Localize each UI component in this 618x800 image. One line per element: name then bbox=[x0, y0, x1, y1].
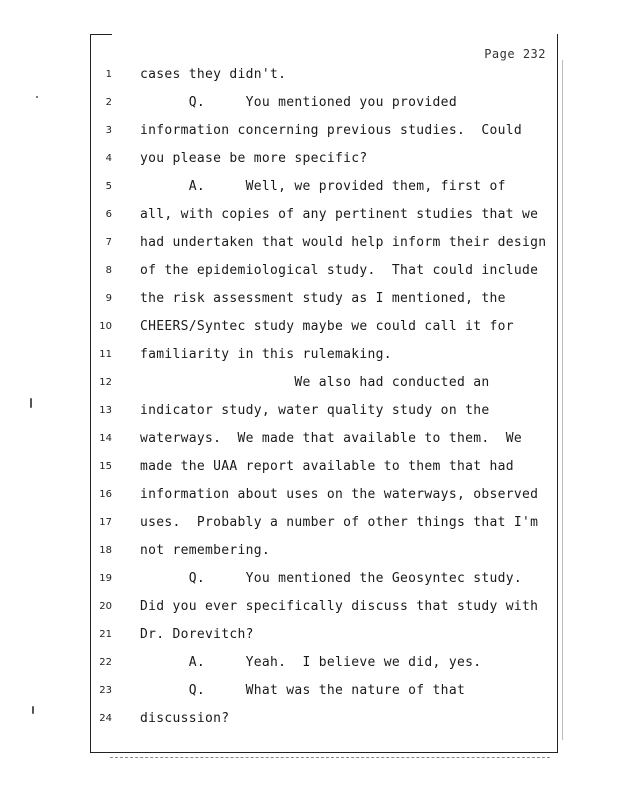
line-text: information about uses on the waterways, observed bbox=[140, 487, 539, 502]
transcript-line bbox=[0, 150, 618, 170]
line-number: 14 bbox=[99, 433, 112, 444]
transcript-line bbox=[0, 402, 618, 422]
transcript-line bbox=[0, 66, 618, 86]
scan-edge bbox=[562, 60, 563, 740]
line-text: cases they didn't. bbox=[140, 67, 287, 82]
line-number: 6 bbox=[105, 209, 112, 220]
line-text: Q. What was the nature of that bbox=[140, 683, 466, 698]
line-number: 15 bbox=[99, 461, 112, 472]
line-number: 11 bbox=[99, 349, 112, 360]
transcript-line bbox=[0, 542, 618, 562]
line-number: 24 bbox=[99, 713, 112, 724]
transcript-line bbox=[0, 626, 618, 646]
line-text: familiarity in this rulemaking. bbox=[140, 347, 392, 362]
line-number: 22 bbox=[99, 657, 112, 668]
line-text: Q. You mentioned you provided bbox=[140, 95, 457, 110]
line-text: not remembering. bbox=[140, 543, 271, 558]
scan-speck bbox=[30, 398, 32, 408]
transcript-line bbox=[0, 682, 618, 702]
scan-artifact-line bbox=[110, 757, 550, 758]
transcript-line bbox=[0, 262, 618, 282]
line-number: 19 bbox=[99, 573, 112, 584]
line-number: 3 bbox=[105, 125, 112, 136]
line-text: indicator study, water quality study on the bbox=[140, 403, 490, 418]
line-number: 4 bbox=[105, 153, 112, 164]
transcript-line bbox=[0, 514, 618, 534]
transcript-line bbox=[0, 654, 618, 674]
transcript-line bbox=[0, 94, 618, 114]
line-text: A. Well, we provided them, first of bbox=[140, 179, 506, 194]
line-number: 1 bbox=[105, 69, 112, 80]
line-text: information concerning previous studies. Could bbox=[140, 123, 522, 138]
transcript-line bbox=[0, 318, 618, 338]
transcript-line bbox=[0, 710, 618, 730]
line-number: 7 bbox=[105, 237, 112, 248]
line-text: made the UAA report available to them that had bbox=[140, 459, 514, 474]
scan-speck bbox=[32, 706, 34, 714]
transcript-line bbox=[0, 486, 618, 506]
line-text: Q. You mentioned the Geosyntec study. bbox=[140, 571, 522, 586]
line-number: 12 bbox=[99, 377, 112, 388]
line-text: discussion? bbox=[140, 711, 230, 726]
line-text: all, with copies of any pertinent studies that we bbox=[140, 207, 539, 222]
line-number: 8 bbox=[105, 265, 112, 276]
line-number: 5 bbox=[105, 181, 112, 192]
line-text: had undertaken that would help inform their design bbox=[140, 235, 547, 250]
line-number: 10 bbox=[99, 321, 112, 332]
line-number: 17 bbox=[99, 517, 112, 528]
line-number: 21 bbox=[99, 629, 112, 640]
line-text: waterways. We made that available to them. We bbox=[140, 431, 522, 446]
line-number: 2 bbox=[105, 97, 112, 108]
scan-speck bbox=[36, 96, 38, 98]
line-text: uses. Probably a number of other things that I'm bbox=[140, 515, 539, 530]
transcript-line bbox=[0, 374, 618, 394]
line-number: 18 bbox=[99, 545, 112, 556]
transcript-line bbox=[0, 598, 618, 618]
line-number: 16 bbox=[99, 489, 112, 500]
transcript-line bbox=[0, 234, 618, 254]
line-text: A. Yeah. I believe we did, yes. bbox=[140, 655, 482, 670]
transcript-line bbox=[0, 458, 618, 478]
transcript-line bbox=[0, 206, 618, 226]
page-number: Page 232 bbox=[484, 47, 546, 61]
line-text: of the epidemiological study. That could include bbox=[140, 263, 539, 278]
line-text: CHEERS/Syntec study maybe we could call it for bbox=[140, 319, 514, 334]
line-number: 9 bbox=[105, 293, 112, 304]
line-text: We also had conducted an bbox=[140, 375, 490, 390]
line-number: 13 bbox=[99, 405, 112, 416]
transcript-line bbox=[0, 346, 618, 366]
transcript-line bbox=[0, 430, 618, 450]
transcript-line bbox=[0, 570, 618, 590]
transcript-line bbox=[0, 178, 618, 198]
line-text: Dr. Dorevitch? bbox=[140, 627, 254, 642]
transcript-line bbox=[0, 290, 618, 310]
line-text: the risk assessment study as I mentioned, the bbox=[140, 291, 506, 306]
line-number: 23 bbox=[99, 685, 112, 696]
transcript-line bbox=[0, 122, 618, 142]
line-text: you please be more specific? bbox=[140, 151, 368, 166]
line-number: 20 bbox=[99, 601, 112, 612]
line-text: Did you ever specifically discuss that study with bbox=[140, 599, 539, 614]
